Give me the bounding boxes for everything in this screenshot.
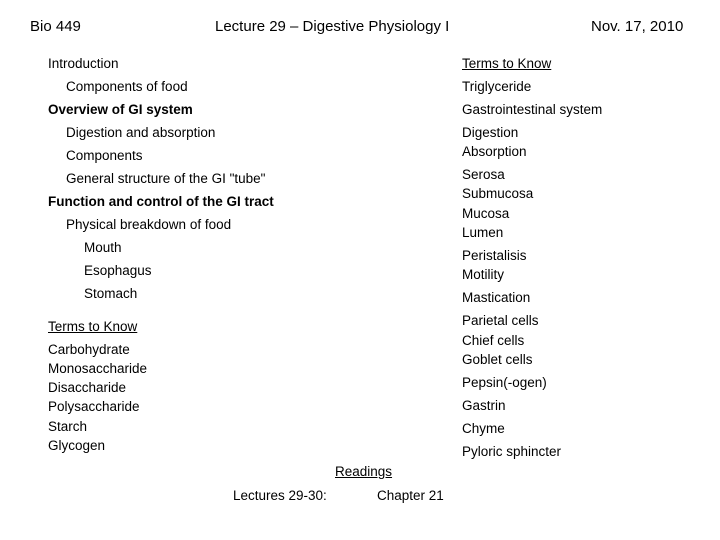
term-item: Carbohydrate xyxy=(48,342,130,357)
term-item: Starch xyxy=(48,419,88,434)
term-item: Monosaccharide xyxy=(48,361,148,376)
term-item: Gastrin xyxy=(462,398,506,413)
outline-item: Digestion and absorption xyxy=(66,125,216,140)
outline-item: Function and control of the GI tract xyxy=(48,194,274,209)
term-item: Peristalisis xyxy=(462,248,527,263)
outline-item: General structure of the GI "tube" xyxy=(66,171,266,186)
term-item: Serosa xyxy=(462,167,505,182)
term-item: Motility xyxy=(462,267,505,282)
outline-item: Components of food xyxy=(66,79,188,94)
outline-item: Physical breakdown of food xyxy=(66,217,232,232)
term-item: Lumen xyxy=(462,225,504,240)
term-item: Glycogen xyxy=(48,438,106,453)
term-item: Digestion xyxy=(462,125,519,140)
term-item: Mastication xyxy=(462,290,531,305)
term-item: Pyloric sphincter xyxy=(462,444,562,459)
term-item: Chyme xyxy=(462,421,505,436)
term-item: Goblet cells xyxy=(462,352,533,367)
outline-item: Components xyxy=(66,148,143,163)
term-item: Disaccharide xyxy=(48,380,127,395)
term-item: Mucosa xyxy=(462,206,510,221)
term-item: Parietal cells xyxy=(462,313,539,328)
outline-item: Mouth xyxy=(84,240,122,255)
readings-chapter: Chapter 21 xyxy=(377,488,444,503)
term-item: Submucosa xyxy=(462,186,534,201)
outline-item: Overview of GI system xyxy=(48,102,193,117)
terms-right-heading: Terms to Know xyxy=(462,56,552,71)
readings-heading: Readings xyxy=(335,464,393,479)
term-item: Absorption xyxy=(462,144,527,159)
course-code: Bio 449 xyxy=(30,18,81,35)
terms-left-heading: Terms to Know xyxy=(48,319,138,334)
term-item: Chief cells xyxy=(462,333,525,348)
lecture-date: Nov. 17, 2010 xyxy=(591,18,684,35)
outline-item: Stomach xyxy=(84,286,138,301)
readings-lectures: Lectures 29-30: xyxy=(233,488,327,503)
term-item: Gastrointestinal system xyxy=(462,102,603,117)
term-item: Polysaccharide xyxy=(48,399,140,414)
lecture-title: Lecture 29 – Digestive Physiology I xyxy=(215,18,450,35)
outline-item: Introduction xyxy=(48,56,119,71)
term-item: Pepsin(-ogen) xyxy=(462,375,547,390)
outline-item: Esophagus xyxy=(84,263,152,278)
term-item: Triglyceride xyxy=(462,79,532,94)
